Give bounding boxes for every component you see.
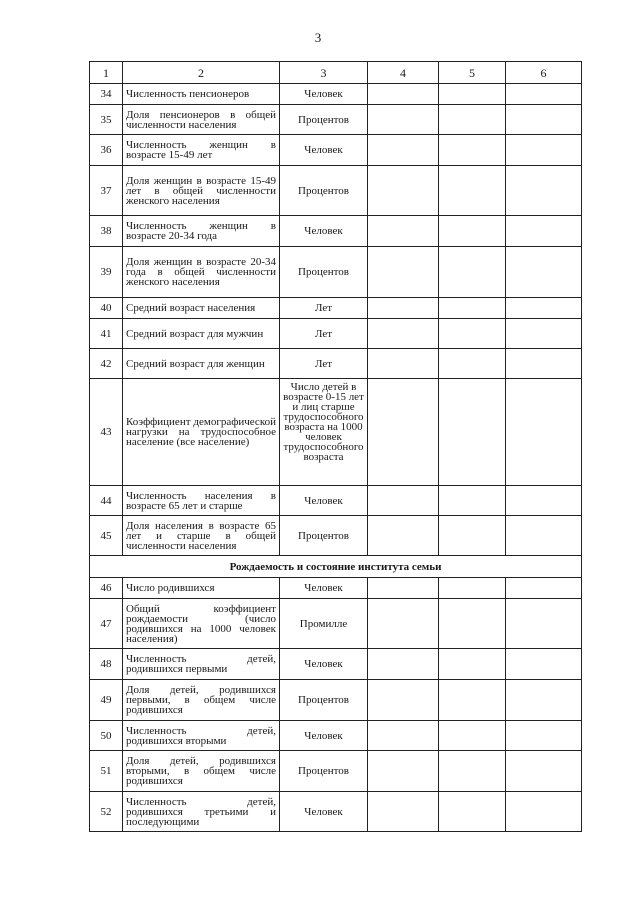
row-number: 39 [90, 247, 123, 298]
value-cell-6 [506, 721, 582, 751]
value-cell-4 [368, 135, 439, 166]
value-cell-5 [439, 792, 506, 832]
indicator-name: Численность населения в возрасте 65 лет и старше [123, 486, 280, 516]
unit-cell: Процентов [280, 247, 368, 298]
value-cell-6 [506, 599, 582, 649]
value-cell-5 [439, 135, 506, 166]
value-cell-6 [506, 516, 582, 556]
value-cell-6 [506, 649, 582, 680]
table-row [90, 792, 582, 832]
indicator-name: Средний возраст населения [123, 298, 280, 319]
table-row [90, 649, 582, 680]
value-cell-4 [368, 216, 439, 247]
value-cell-4 [368, 166, 439, 216]
table-row [90, 84, 582, 105]
row-number: 41 [90, 319, 123, 349]
value-cell-4 [368, 649, 439, 680]
header-cell-1: 1 [90, 62, 123, 84]
table-row [90, 680, 582, 721]
value-cell-6 [506, 578, 582, 599]
value-cell-4 [368, 247, 439, 298]
value-cell-4 [368, 319, 439, 349]
value-cell-5 [439, 516, 506, 556]
row-number: 45 [90, 516, 123, 556]
table-row [90, 166, 582, 216]
row-number: 51 [90, 751, 123, 792]
row-number: 48 [90, 649, 123, 680]
value-cell-5 [439, 298, 506, 319]
value-cell-5 [439, 680, 506, 721]
row-number: 38 [90, 216, 123, 247]
row-number: 46 [90, 578, 123, 599]
unit-cell: Процентов [280, 105, 368, 135]
row-number: 52 [90, 792, 123, 832]
unit-cell: Человек [280, 486, 368, 516]
table-row [90, 578, 582, 599]
value-cell-6 [506, 135, 582, 166]
value-cell-6 [506, 216, 582, 247]
row-number: 34 [90, 84, 123, 105]
table-row [90, 135, 582, 166]
value-cell-4 [368, 599, 439, 649]
value-cell-6 [506, 166, 582, 216]
header-cell-5: 5 [439, 62, 506, 84]
row-number: 35 [90, 105, 123, 135]
unit-cell: Лет [280, 298, 368, 319]
value-cell-5 [439, 599, 506, 649]
unit-cell: Человек [280, 792, 368, 832]
value-cell-4 [368, 792, 439, 832]
table-row [90, 751, 582, 792]
value-cell-5 [439, 349, 506, 379]
header-row [90, 62, 582, 84]
table-row [90, 298, 582, 319]
table-row [90, 105, 582, 135]
indicator-name: Доля женщин в возрасте 20-34 года в общей численности женского населения [123, 247, 280, 298]
unit-cell: Человек [280, 578, 368, 599]
row-number: 43 [90, 379, 123, 486]
indicator-name: Численность женщин в возрасте 15-49 лет [123, 135, 280, 166]
value-cell-4 [368, 516, 439, 556]
row-number: 44 [90, 486, 123, 516]
unit-cell: Лет [280, 349, 368, 379]
value-cell-5 [439, 84, 506, 105]
value-cell-4 [368, 680, 439, 721]
indicator-name: Доля пенсионеров в общей численности населения [123, 105, 280, 135]
header-cell-2: 2 [123, 62, 280, 84]
value-cell-5 [439, 721, 506, 751]
value-cell-4 [368, 578, 439, 599]
indicator-name: Численность детей, родившихся первыми [123, 649, 280, 680]
row-number: 49 [90, 680, 123, 721]
table-row [90, 319, 582, 349]
table-row [90, 599, 582, 649]
value-cell-4 [368, 105, 439, 135]
indicator-name: Доля населения в возрасте 65 лет и старше в общей численности населения [123, 516, 280, 556]
value-cell-6 [506, 298, 582, 319]
unit-cell: Человек [280, 135, 368, 166]
value-cell-6 [506, 84, 582, 105]
value-cell-6 [506, 680, 582, 721]
value-cell-5 [439, 649, 506, 680]
indicators-table [89, 61, 582, 832]
table-row [90, 379, 582, 486]
unit-cell: Человек [280, 649, 368, 680]
row-number: 47 [90, 599, 123, 649]
indicator-name: Доля детей, родившихся первыми, в общем числе родившихся [123, 680, 280, 721]
value-cell-6 [506, 247, 582, 298]
indicator-name: Численность пенсионеров [123, 84, 280, 105]
value-cell-4 [368, 486, 439, 516]
indicator-name: Средний возраст для женщин [123, 349, 280, 379]
header-cell-6: 6 [506, 62, 582, 84]
header-cell-3: 3 [280, 62, 368, 84]
unit-cell: Лет [280, 319, 368, 349]
table-row [90, 486, 582, 516]
row-number: 37 [90, 166, 123, 216]
value-cell-6 [506, 486, 582, 516]
value-cell-5 [439, 379, 506, 486]
table-row [90, 349, 582, 379]
indicator-name: Число родившихся [123, 578, 280, 599]
value-cell-4 [368, 349, 439, 379]
table-row [90, 247, 582, 298]
section-header-row [90, 556, 582, 578]
value-cell-4 [368, 721, 439, 751]
value-cell-6 [506, 105, 582, 135]
value-cell-5 [439, 105, 506, 135]
indicator-name: Численность женщин в возрасте 20-34 года [123, 216, 280, 247]
value-cell-5 [439, 216, 506, 247]
indicator-name: Доля женщин в возрасте 15-49 лет в общей численности женского населения [123, 166, 280, 216]
table-row [90, 216, 582, 247]
unit-cell: Процентов [280, 516, 368, 556]
indicator-name: Численность детей, родившихся вторыми [123, 721, 280, 751]
indicator-name: Коэффициент демографической нагрузки на трудоспособное население (все население) [123, 379, 280, 486]
table-row [90, 516, 582, 556]
unit-cell: Процентов [280, 751, 368, 792]
unit-cell: Процентов [280, 680, 368, 721]
unit-cell: Человек [280, 216, 368, 247]
value-cell-6 [506, 349, 582, 379]
indicator-name: Общий коэффициент рождаемости (число родившихся на 1000 человек населения) [123, 599, 280, 649]
section-title: Рождаемость и состояние института семьи [90, 556, 582, 578]
row-number: 42 [90, 349, 123, 379]
unit-cell: Человек [280, 84, 368, 105]
row-number: 50 [90, 721, 123, 751]
value-cell-5 [439, 751, 506, 792]
value-cell-6 [506, 319, 582, 349]
value-cell-5 [439, 486, 506, 516]
row-number: 40 [90, 298, 123, 319]
value-cell-5 [439, 319, 506, 349]
indicator-name: Численность детей, родившихся третьими и последующими [123, 792, 280, 832]
value-cell-4 [368, 751, 439, 792]
unit-cell: Процентов [280, 166, 368, 216]
value-cell-5 [439, 578, 506, 599]
unit-cell: Число детей в возрасте 0-15 лет и лиц старше трудоспособного возраста на 1000 человек трудоспособного возраста [280, 379, 368, 486]
header-cell-4: 4 [368, 62, 439, 84]
indicator-name: Средний возраст для мужчин [123, 319, 280, 349]
value-cell-4 [368, 84, 439, 105]
value-cell-5 [439, 247, 506, 298]
value-cell-4 [368, 298, 439, 319]
value-cell-6 [506, 792, 582, 832]
page-number: 3 [314, 30, 322, 45]
table-row [90, 721, 582, 751]
indicator-name: Доля детей, родившихся вторыми, в общем числе родившихся [123, 751, 280, 792]
value-cell-6 [506, 751, 582, 792]
value-cell-5 [439, 166, 506, 216]
value-cell-4 [368, 379, 439, 486]
value-cell-6 [506, 379, 582, 486]
row-number: 36 [90, 135, 123, 166]
unit-cell: Человек [280, 721, 368, 751]
unit-cell: Промилле [280, 599, 368, 649]
